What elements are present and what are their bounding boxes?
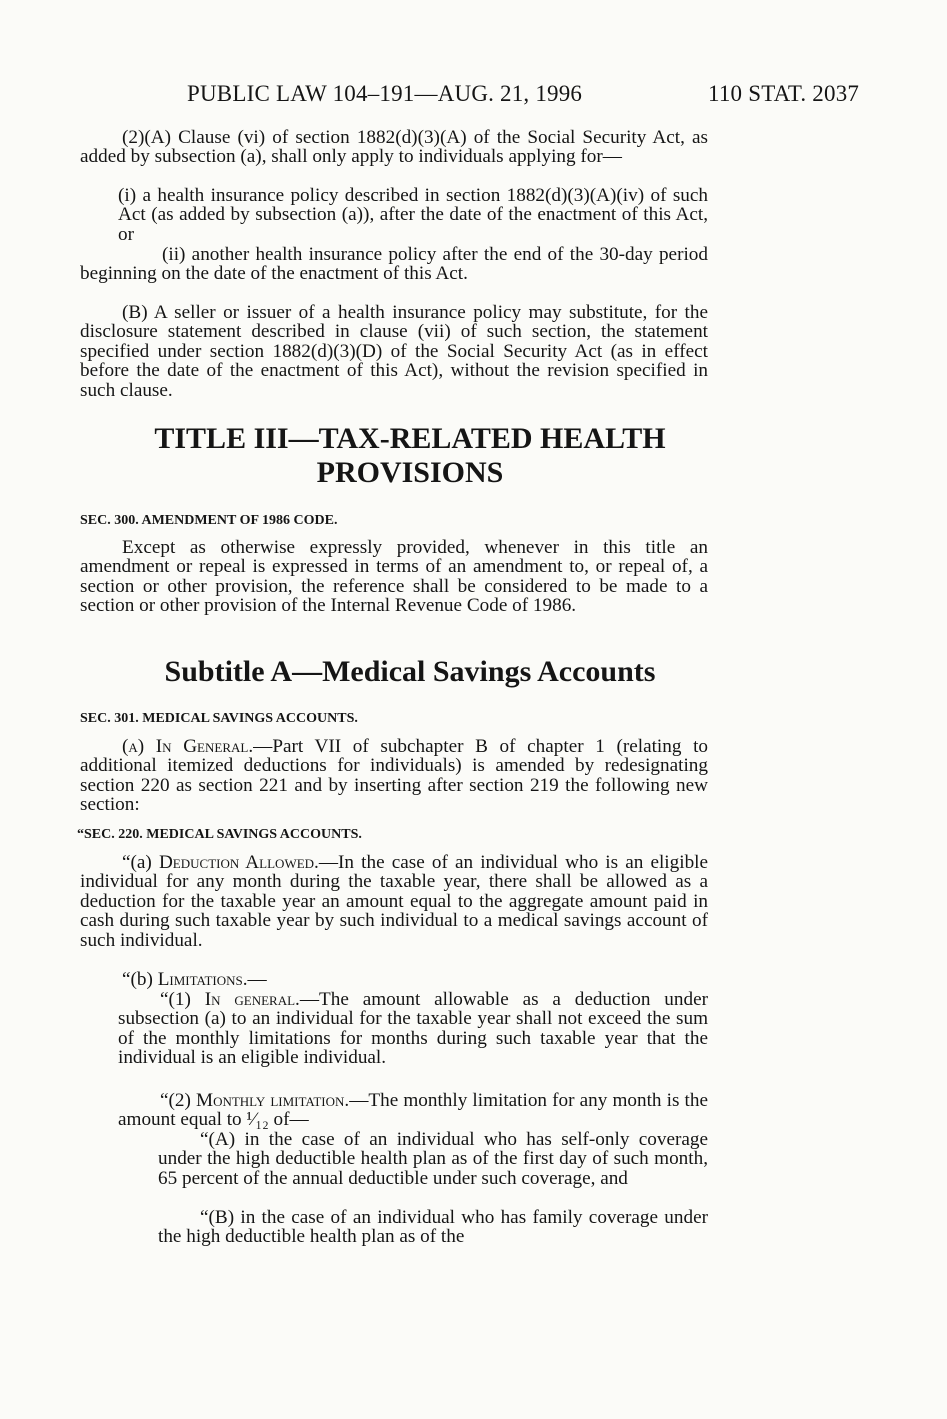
page-number: 110 STAT. 2037 (708, 81, 860, 106)
running-header-left: PUBLIC LAW 104–191—AUG. 21, 1996 (187, 81, 583, 106)
section-301-a-text: —Part VII of subchapter B of chapter 1 (relating to additional itemized deductions for individuals) is amended by redesignating section 220 as section 221 and by inserting after section 219 the following new section: (80, 736, 708, 816)
section-220-b1-label: In general. (204, 989, 300, 1010)
title-heading-line1: TITLE III—TAX-RELATED HEALTH (154, 422, 666, 455)
section-220-a (80, 853, 708, 950)
section-220-b2-text: —The monthly limitation for any month is the amount equal to ¹⁄₁₂ of— (118, 1090, 708, 1131)
section-220-b2-A: “(A) in the case of an individual who has self-only coverage under the high deductible health plan as of the first day of such month, 65 percent of the annual deductible under such coverage, and (158, 1129, 708, 1189)
section-301-a (80, 737, 708, 815)
section-300-heading: SEC. 300. AMENDMENT OF 1986 CODE. (80, 513, 338, 528)
section-220-b-label: Limitations. (157, 969, 248, 990)
section-220-b1-open: “(1) (160, 989, 205, 1010)
section-220-b2-open: “(2) (160, 1090, 197, 1111)
title-heading-line2: PROVISIONS (316, 456, 504, 489)
section-220-b-open: “(b) (122, 969, 158, 990)
section-220-a-open: “(a) (122, 852, 159, 873)
section-220-b2-B: “(B) in the case of an individual who has family coverage under the high deductible health plan as of the (158, 1207, 708, 1248)
section-220-b2-label: Monthly limitation. (196, 1090, 350, 1111)
paragraph-2b: (B) A seller or issuer of a health insurance policy may substitute, for the disclosure statement described in clause (vii) of such section, the statement specified under section 1882(d)(3)(D) of the Social Security Act (as in effect before the date of the enactment of this Act), without the revision specified in such clause. (80, 302, 708, 401)
section-220-b1 (118, 990, 708, 1068)
section-220-b2 (118, 1091, 708, 1130)
paragraph-2a-ii: (ii) another health insurance policy after the end of the 30-day period beginning on the date of the enactment of this Act. (80, 244, 708, 285)
section-220-b1-text: —The amount allowable as a deduction under subsection (a) to an individual for the taxable year shall not exceed the sum of the monthly limitations for months during such taxable year that the individual is an eligible individual. (118, 989, 708, 1069)
section-301-a-label: (a) In General. (122, 736, 254, 757)
section-220-heading: “SEC. 220. MEDICAL SAVINGS ACCOUNTS. (77, 827, 362, 842)
section-220-a-label: Deduction Allowed. (158, 852, 319, 873)
subtitle-heading: Subtitle A—Medical Savings Accounts (164, 655, 656, 688)
paragraph-2a-i: (i) a health insurance policy described in section 1882(d)(3)(A)(iv) of such Act (as added by subsection (a)), after the date of the enactment of this Act, or (118, 185, 708, 245)
paragraph-2a: (2)(A) Clause (vi) of section 1882(d)(3)(A) of the Social Security Act, as added by subsection (a), shall only apply to individuals applying for— (80, 127, 708, 168)
section-301-heading: SEC. 301. MEDICAL SAVINGS ACCOUNTS. (80, 711, 358, 726)
section-220-b-dash: — (247, 969, 267, 990)
section-300-text: Except as otherwise expressly provided, whenever in this title an amendment or repeal is expressed in terms of an amendment to, or repeal of, a section or other provision, the reference shall be considered to be made to a section or other provision of the Internal Revenue Code of 1986. (80, 537, 708, 617)
section-220-b (80, 970, 708, 989)
section-220-a-text: —In the case of an individual who is an eligible individual for any month during the taxable year, there shall be allowed as a deduction for the taxable year an amount equal to the aggregate amount paid in cash during such taxable year by such individual to a medical savings account of such individual. (80, 852, 709, 951)
